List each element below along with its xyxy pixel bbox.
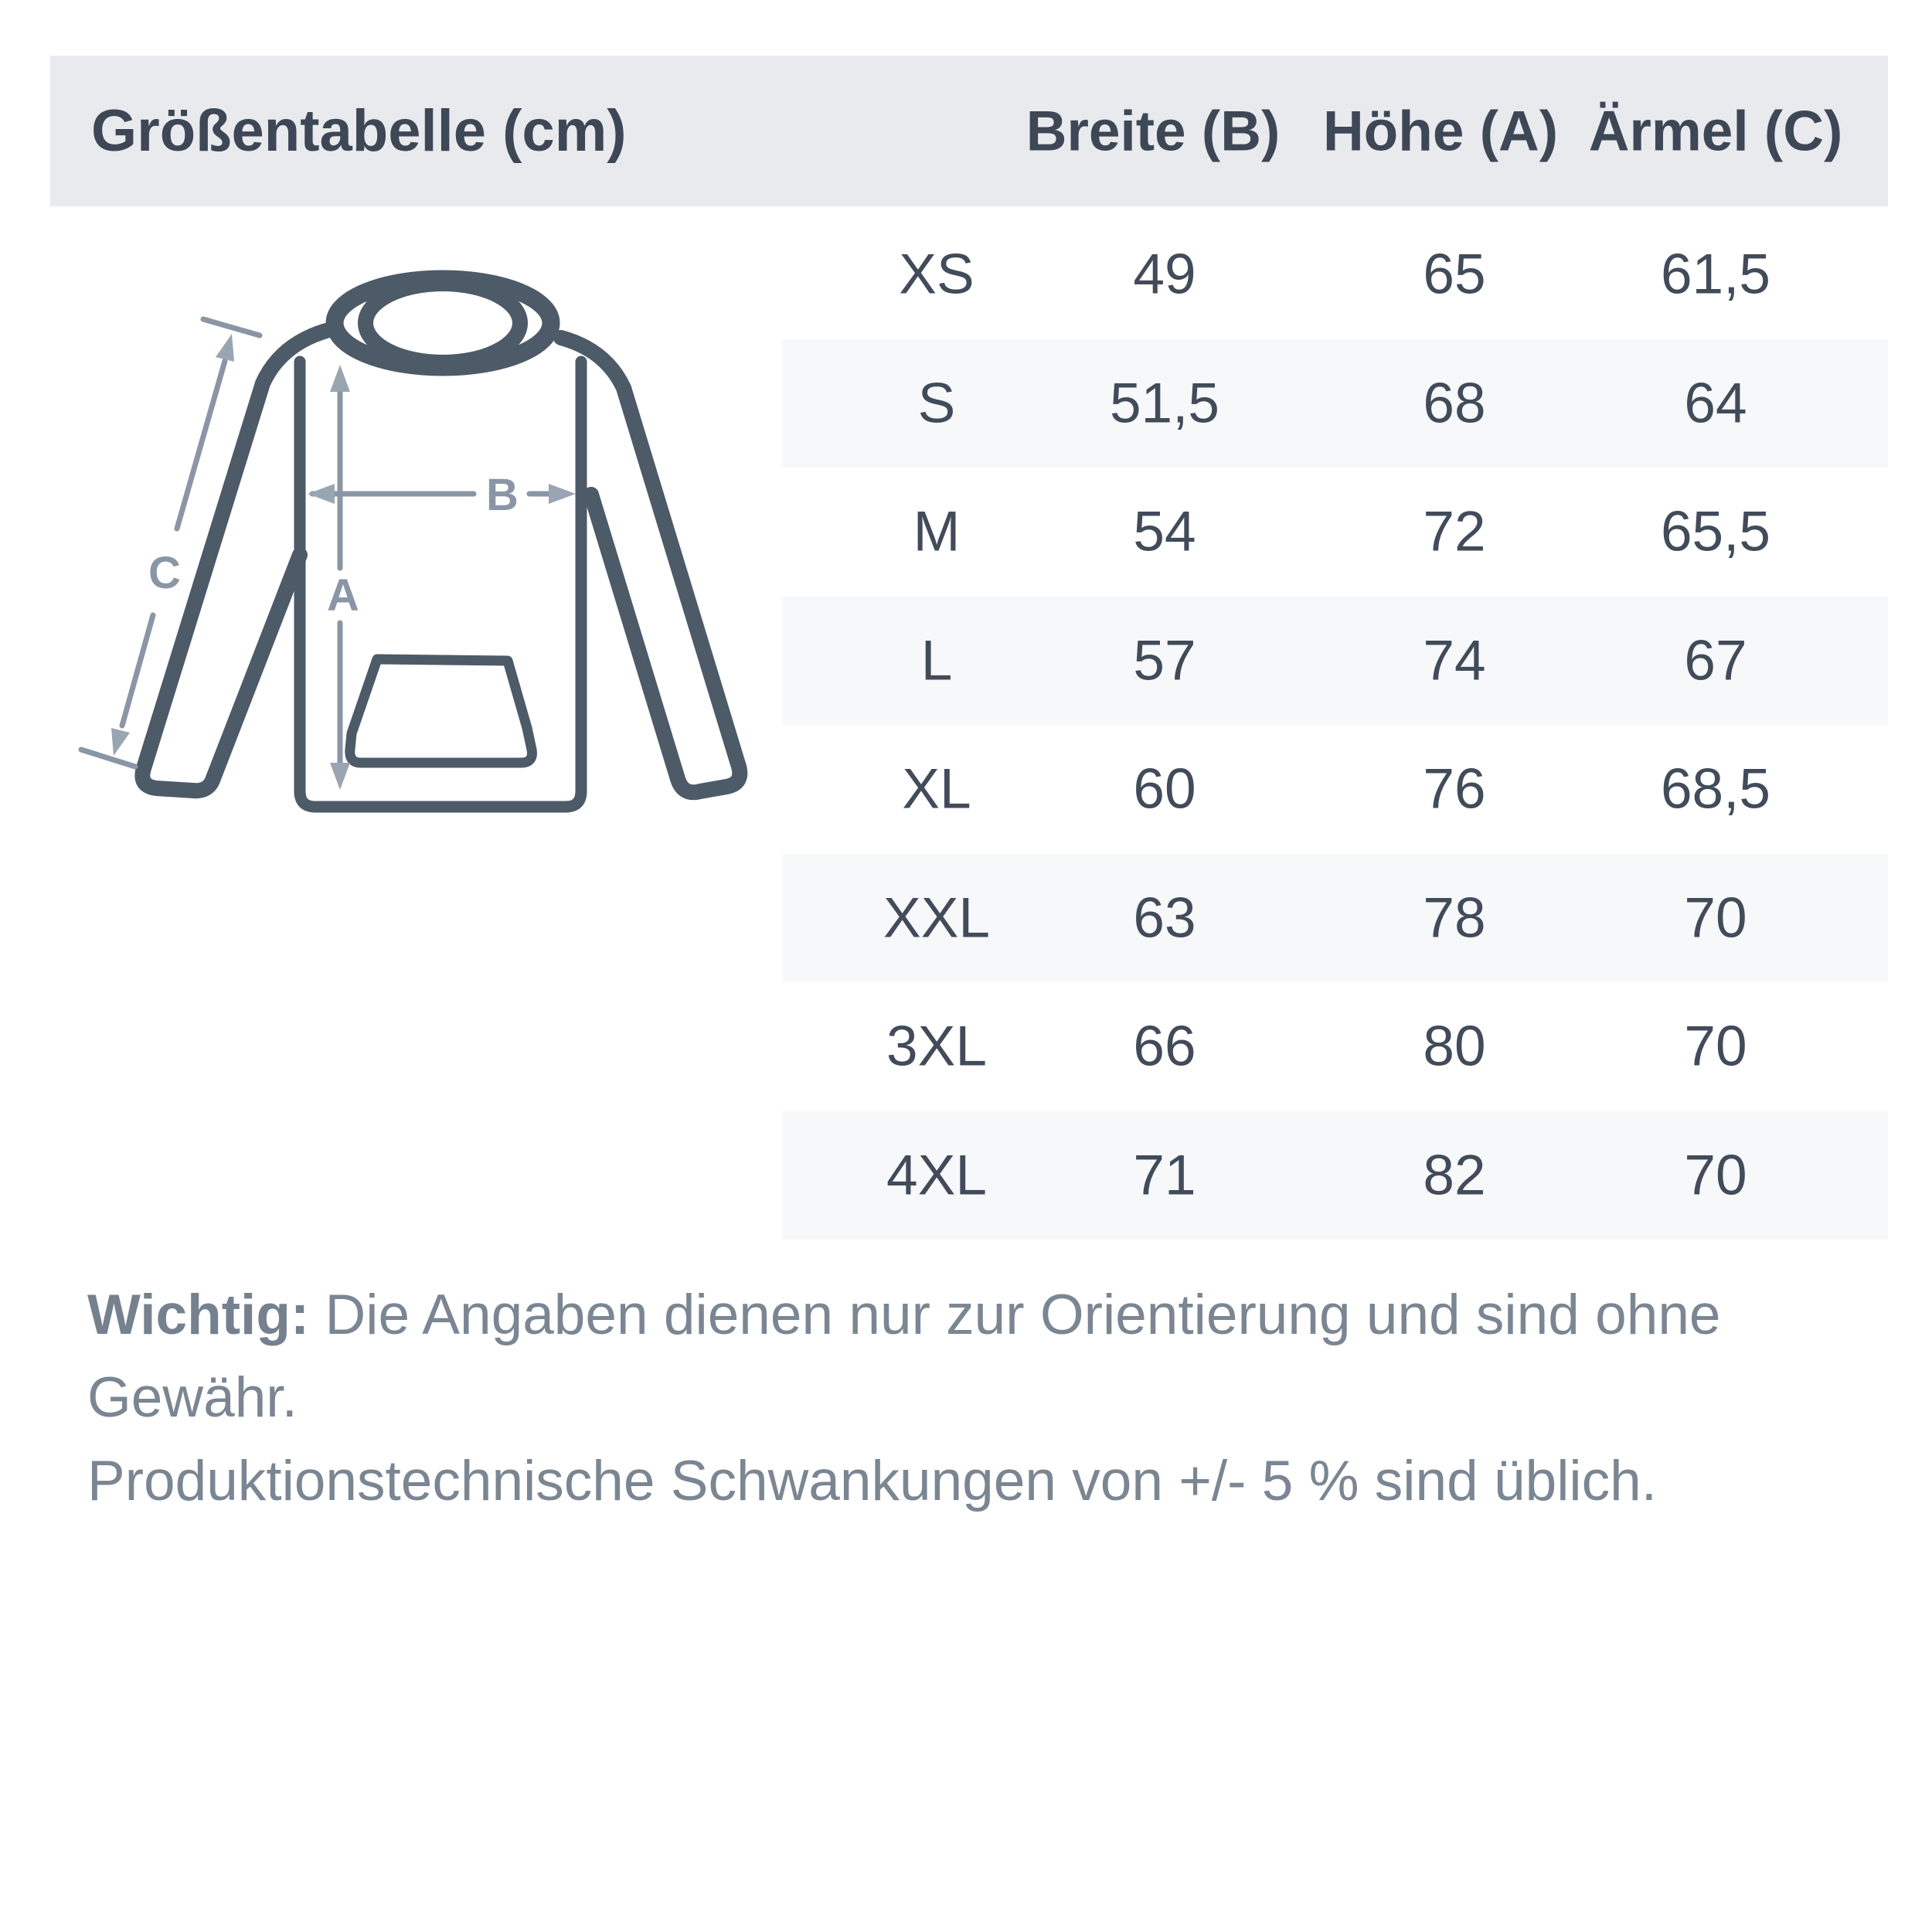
table-row [782,339,1888,468]
width-arrowhead-left-icon [308,484,335,504]
hoehe-cell: 65 [1423,243,1486,306]
aermel-cell: 65,5 [1660,500,1771,563]
column-header-hoehe: Höhe (A) [1322,100,1559,162]
table-header [50,56,1888,206]
breite-cell: 60 [1133,757,1196,821]
breite-cell: 66 [1133,1015,1196,1078]
width-arrowhead-right-icon [549,484,576,504]
breite-cell: 51,5 [1109,372,1220,435]
sleeve-arrow-line-bottom [122,615,153,726]
size-cell: 4XL [886,1144,987,1207]
height-arrowhead-up-icon [330,365,350,392]
breite-cell: 49 [1133,243,1196,306]
page-title: Größentabelle (cm) [91,98,627,164]
hoehe-cell: 80 [1423,1015,1486,1078]
label-sleeve-c: C [148,548,181,598]
size-cell: XS [899,243,975,306]
size-cell: M [913,500,961,563]
aermel-cell: 68,5 [1660,757,1771,821]
height-arrowhead-down-icon [330,763,350,790]
sleeve-arrowhead-down-icon [111,728,130,756]
hoehe-cell: 82 [1423,1144,1486,1207]
hoodie-diagram [46,193,781,850]
table-row [782,597,1888,726]
label-width-b: B [486,470,519,520]
column-header-breite: Breite (B) [1026,100,1281,162]
size-table [782,210,1888,1240]
column-header-aermel: Ärmel (C) [1588,100,1843,162]
hoehe-cell: 78 [1423,886,1486,950]
aermel-cell: 70 [1684,886,1747,950]
disclaimer-line2: Produktionstechnische Schwankungen von +/- 5 % sind üblich. [87,1449,1658,1512]
table-row [782,1111,1888,1240]
table-row [782,468,1888,597]
aermel-cell: 67 [1684,629,1747,692]
size-cell: XXL [883,886,990,950]
table-row [782,854,1888,983]
disclaimer-line1: Die Angaben dienen nur zur Orientierung und sind ohne Gewähr. [87,1284,1721,1430]
breite-cell: 71 [1133,1144,1196,1207]
size-cell: L [920,629,953,692]
size-cell: XL [902,757,971,821]
column-headers [782,56,1888,206]
size-cell: 3XL [886,1015,987,1078]
hoehe-cell: 76 [1423,757,1486,821]
sleeve-arrow-bottom-tick [81,750,135,767]
hoodie-hood-inner [366,284,520,362]
label-height-a: A [327,570,359,621]
breite-cell: 57 [1133,629,1196,692]
hoodie-pocket [350,659,532,763]
size-cell: S [917,372,956,435]
table-row [782,210,1888,339]
breite-cell: 63 [1133,886,1196,950]
hoehe-cell: 72 [1423,500,1486,563]
hoehe-cell: 74 [1423,629,1486,692]
aermel-cell: 64 [1684,372,1747,435]
aermel-cell: 70 [1684,1015,1747,1078]
table-row [782,725,1888,854]
aermel-cell: 61,5 [1660,243,1771,306]
hoodie-right-sleeve [561,338,740,792]
sleeve-arrow-top-tick [203,319,260,335]
table-row [782,982,1888,1111]
disclaimer-text [87,1274,1896,1522]
hoehe-cell: 68 [1423,372,1486,435]
aermel-cell: 70 [1684,1144,1747,1207]
disclaimer-bold-label: Wichtig: [87,1284,310,1346]
sleeve-arrowhead-up-icon [216,334,234,362]
breite-cell: 54 [1133,500,1196,563]
